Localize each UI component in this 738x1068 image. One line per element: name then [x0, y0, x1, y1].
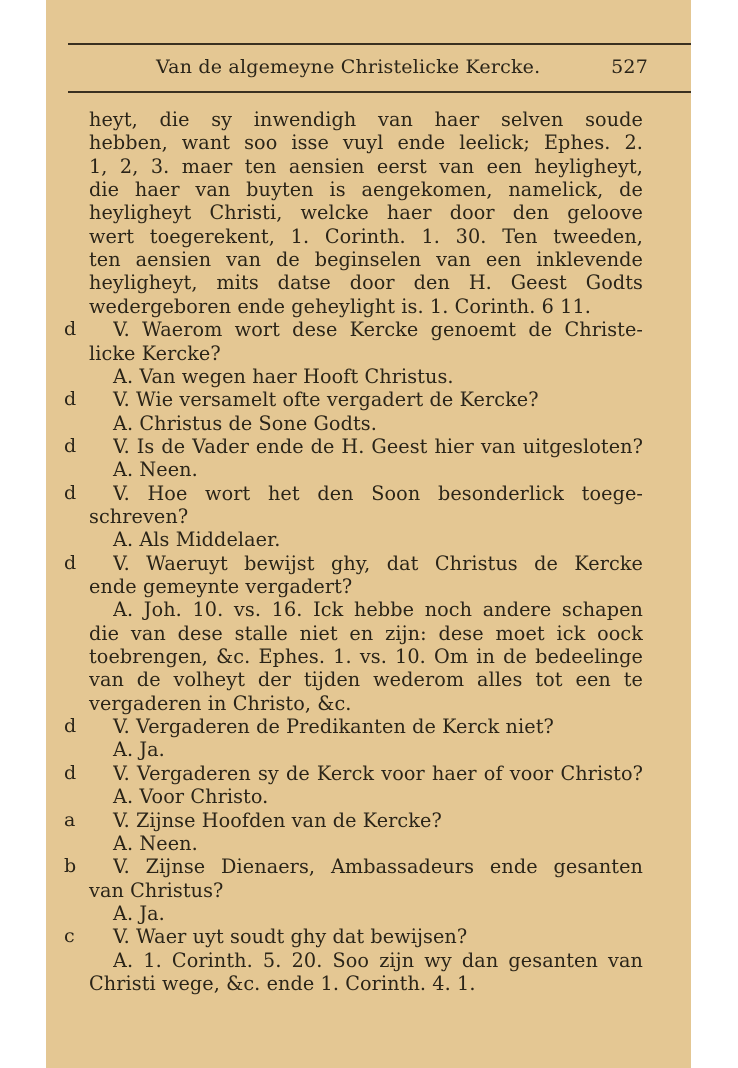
text-line: V. Is de Vader ende de H. Geest hier van uitgesloten? [113, 434, 643, 458]
text-line: van Christus? [89, 878, 224, 902]
text-line: die haer van buyten is aengekomen, namelick, de [89, 178, 643, 202]
text-line: V. Hoe wort het den Soon besonderlick toege- [113, 481, 643, 505]
text-line: A. Van wegen haer Hooft Christus. [113, 364, 454, 388]
text-line: toebrengen, &c. Ephes. 1. vs. 10. Om in de bedeelinge [89, 645, 643, 669]
text-line: wedergeboren ende geheylight is. 1. Corinth. 6 11. [89, 294, 591, 318]
text-line: ende gemeynte vergadert? [89, 575, 353, 598]
margin-letter: d [64, 761, 77, 784]
text-line: Christi wege, &c. ende 1. Corinth. 4. 1. [89, 971, 476, 995]
text-line: V. Wie versamelt ofte vergadert de Kercke? [113, 388, 539, 412]
margin-letter: d [64, 318, 77, 341]
text-line: 1, 2, 3. maer ten aensien eerst van een heyligheyt, [89, 154, 643, 178]
margin-letter: d [64, 481, 77, 504]
text-line: hebben, want soo isse vuyl ende leelick; Ephes. 2. [89, 131, 643, 155]
text-line: A. Als Middelaer. [113, 528, 281, 552]
text-line: V. Waerom wort dese Kercke genoemt de Christe- [113, 318, 643, 342]
text-line: wert toegerekent, 1. Corinth. 1. 30. Ten tweeden, [89, 224, 643, 248]
page-number: 527 [611, 56, 648, 78]
text-line: A. Ja. [113, 738, 165, 762]
margin-letter: b [64, 855, 77, 878]
text-line: V. Zijnse Dienaers, Ambassadeurs ende gesanten [113, 855, 643, 879]
text-line: V. Zijnse Hoofden van de Kercke? [113, 808, 442, 832]
text-line: A. Neen. [113, 458, 198, 482]
book-page [46, 0, 691, 1068]
text-line: A. Joh. 10. vs. 16. Ick hebbe noch andere schapen [113, 598, 643, 622]
margin-letter: d [64, 434, 77, 457]
text-line: A. Neen. [113, 831, 198, 855]
text-line: ten aensien van de beginselen van een inklevende [89, 248, 643, 272]
text-line: schreven? [89, 504, 189, 528]
text-line: licke Kercke? [89, 341, 221, 365]
margin-letter: c [64, 925, 75, 948]
text-line: V. Waeruyt bewijst ghy, dat Christus de Kercke [113, 551, 643, 575]
header-rule-top [68, 43, 691, 45]
text-line: V. Waer uyt soudt ghy dat bewijsen? [113, 925, 468, 949]
text-line: heyligheyt, mits datse door den H. Geest Godts [89, 271, 643, 295]
text-line: V. Vergaderen de Predikanten de Kerck niet? [113, 715, 554, 739]
text-line: V. Vergaderen sy de Kerck voor haer of voor Christo? [113, 761, 643, 785]
text-line: A. Voor Christo. [113, 785, 269, 809]
text-line: A. Ja. [113, 901, 165, 925]
text-line: van de volheyt der tijden wederom alles tot een te [89, 668, 643, 692]
running-header [46, 56, 691, 82]
text-line: die van dese stalle niet en zijn: dese moet ick oock [89, 621, 643, 645]
text-line: heyt, die sy inwendigh van haer selven soude [89, 108, 643, 131]
text-line: A. Christus de Sone Godts. [113, 411, 377, 435]
text-line: heyligheyt Christi, welcke haer door den geloove [89, 201, 643, 225]
text-line: A. 1. Corinth. 5. 20. Soo zijn wy dan gesanten van [113, 948, 643, 972]
margin-letter: a [64, 808, 76, 831]
margin-letter: d [64, 551, 77, 574]
text-line: vergaderen in Christo, &c. [89, 691, 352, 715]
margin-letter: d [64, 715, 77, 738]
header-rule-bottom [68, 91, 691, 93]
running-title: Van de algemeyne Christelicke Kercke. [156, 56, 541, 78]
margin-letter: d [64, 388, 77, 411]
